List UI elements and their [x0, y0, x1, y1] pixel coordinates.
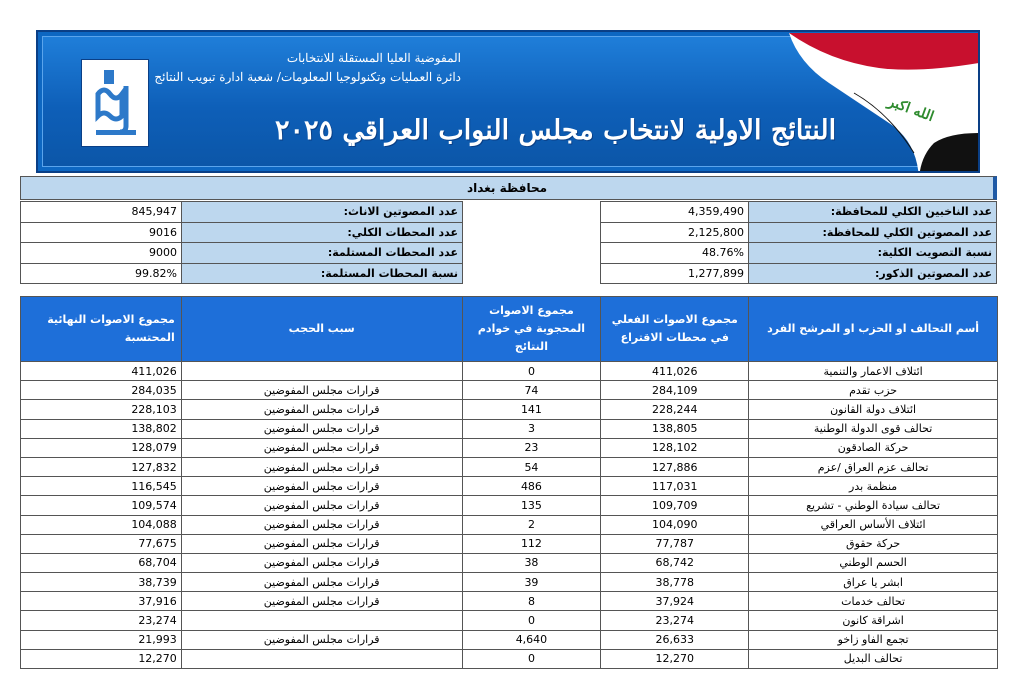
final-votes-cell: 104,088: [21, 515, 182, 534]
withheld-reason-cell: قرارات مجلس المفوضين: [181, 477, 462, 496]
stat-value: 1,277,899: [601, 263, 749, 284]
withheld-reason-cell: قرارات مجلس المفوضين: [181, 496, 462, 515]
withheld-reason-cell: قرارات مجلس المفوضين: [181, 630, 462, 649]
stat-row: [21, 202, 463, 223]
table-row: [21, 419, 998, 438]
withheld-votes-cell: 112: [462, 534, 601, 553]
withheld-reason-cell: قرارات مجلس المفوضين: [181, 573, 462, 592]
final-votes-cell: 128,079: [21, 438, 182, 457]
withheld-reason-cell: قرارات مجلس المفوضين: [181, 457, 462, 476]
final-votes-cell: 127,832: [21, 457, 182, 476]
actual-votes-cell: 37,924: [601, 592, 749, 611]
withheld-reason-cell: قرارات مجلس المفوضين: [181, 400, 462, 419]
withheld-reason-cell: [181, 362, 462, 381]
final-votes-cell: 228,103: [21, 400, 182, 419]
stat-value: 48.76%: [601, 243, 749, 264]
iraq-flag-icon: [769, 33, 979, 173]
actual-votes-cell: 68,742: [601, 553, 749, 572]
stat-row: [21, 222, 463, 243]
header-banner: [36, 30, 980, 173]
stat-value: 9016: [21, 222, 182, 243]
stat-row: [601, 222, 997, 243]
withheld-votes-cell: 23: [462, 438, 601, 457]
stat-value: 2,125,800: [601, 222, 749, 243]
withheld-reason-cell: قرارات مجلس المفوضين: [181, 534, 462, 553]
final-votes-cell: 21,993: [21, 630, 182, 649]
actual-votes-cell: 128,102: [601, 438, 749, 457]
withheld-votes-cell: 0: [462, 362, 601, 381]
withheld-votes-cell: 486: [462, 477, 601, 496]
withheld-votes-cell: 0: [462, 649, 601, 668]
withheld-votes-cell: 8: [462, 592, 601, 611]
final-votes-cell: 109,574: [21, 496, 182, 515]
actual-votes-cell: 12,270: [601, 649, 749, 668]
stat-value: 845,947: [21, 202, 182, 223]
column-header-actual-votes: مجموع الاصوات الفعلي في محطات الاقتراع: [601, 297, 749, 362]
party-name-cell: تحالف قوى الدولة الوطنية: [749, 419, 998, 438]
column-header-withheld-reason: سبب الحجب: [181, 297, 462, 362]
party-name-cell: ائتلاف الأساس العراقي: [749, 515, 998, 534]
stat-label: نسبة المحطات المستلمة:: [182, 263, 463, 284]
party-name-cell: تحالف خدمات: [749, 592, 998, 611]
party-name-cell: تحالف البديل: [749, 649, 998, 668]
stat-value: 99.82%: [21, 263, 182, 284]
final-votes-cell: 138,802: [21, 419, 182, 438]
table-row: [21, 400, 998, 419]
actual-votes-cell: 38,778: [601, 573, 749, 592]
final-votes-cell: 12,270: [21, 649, 182, 668]
withheld-votes-cell: 3: [462, 419, 601, 438]
party-name-cell: اشراقة كانون: [749, 611, 998, 630]
party-name-cell: الحسم الوطني: [749, 553, 998, 572]
results-table: [20, 296, 998, 669]
table-row: [21, 438, 998, 457]
stat-row: [601, 202, 997, 223]
actual-votes-cell: 228,244: [601, 400, 749, 419]
withheld-reason-cell: [181, 611, 462, 630]
actual-votes-cell: 284,109: [601, 381, 749, 400]
logo-emblem-icon: [86, 64, 146, 144]
results-body: [21, 362, 998, 669]
withheld-votes-cell: 4,640: [462, 630, 601, 649]
withheld-votes-cell: 2: [462, 515, 601, 534]
page-title: النتائج الاولية لانتخاب مجلس النواب العراقي ٢٠٢٥: [275, 115, 837, 146]
stat-row: [601, 243, 997, 264]
table-row: [21, 592, 998, 611]
final-votes-cell: 23,274: [21, 611, 182, 630]
withheld-votes-cell: 38: [462, 553, 601, 572]
party-name-cell: ابشر يا عراق: [749, 573, 998, 592]
withheld-votes-cell: 141: [462, 400, 601, 419]
party-name-cell: تحالف سيادة الوطني - تشريع: [749, 496, 998, 515]
actual-votes-cell: 138,805: [601, 419, 749, 438]
actual-votes-cell: 127,886: [601, 457, 749, 476]
actual-votes-cell: 77,787: [601, 534, 749, 553]
stat-label: عدد المحطات الكلي:: [182, 222, 463, 243]
results-header-row: [21, 297, 998, 362]
table-row: [21, 515, 998, 534]
stat-label: عدد المصوتين الاناث:: [182, 202, 463, 223]
stat-row: [21, 243, 463, 264]
stat-row: [21, 263, 463, 284]
actual-votes-cell: 411,026: [601, 362, 749, 381]
final-votes-cell: 68,704: [21, 553, 182, 572]
withheld-reason-cell: قرارات مجلس المفوضين: [181, 592, 462, 611]
org-name: المفوضية العليا المستقلة للانتخابات: [286, 51, 461, 65]
stat-value: 9000: [21, 243, 182, 264]
actual-votes-cell: 117,031: [601, 477, 749, 496]
party-name-cell: تجمع الفاو زاخو: [749, 630, 998, 649]
stat-label: عدد المصوتين الكلي للمحافظة:: [749, 222, 997, 243]
table-row: [21, 477, 998, 496]
withheld-reason-cell: قرارات مجلس المفوضين: [181, 419, 462, 438]
column-header-withheld-votes: مجموع الاصوات المحجوبة في خوادم النتائج: [462, 297, 601, 362]
table-row: [21, 362, 998, 381]
svg-text:الله اكبر: الله اكبر: [885, 93, 936, 126]
party-name-cell: منظمة بدر: [749, 477, 998, 496]
final-votes-cell: 284,035: [21, 381, 182, 400]
table-row: [21, 649, 998, 668]
table-row: [21, 553, 998, 572]
banner-panel: [42, 36, 974, 167]
actual-votes-cell: 26,633: [601, 630, 749, 649]
withheld-votes-cell: 54: [462, 457, 601, 476]
withheld-reason-cell: قرارات مجلس المفوضين: [181, 381, 462, 400]
withheld-reason-cell: قرارات مجلس المفوضين: [181, 438, 462, 457]
stat-label: عدد المصوتين الذكور:: [749, 263, 997, 284]
stat-value: 4,359,490: [601, 202, 749, 223]
withheld-reason-cell: [181, 649, 462, 668]
final-votes-cell: 411,026: [21, 362, 182, 381]
party-name-cell: تحالف عزم العراق /عزم: [749, 457, 998, 476]
final-votes-cell: 38,739: [21, 573, 182, 592]
table-row: [21, 573, 998, 592]
final-votes-cell: 116,545: [21, 477, 182, 496]
table-row: [21, 496, 998, 515]
withheld-votes-cell: 0: [462, 611, 601, 630]
actual-votes-cell: 23,274: [601, 611, 749, 630]
party-name-cell: ائتلاف الاعمار والتنمية: [749, 362, 998, 381]
stat-row: [601, 263, 997, 284]
party-name-cell: حركة الصادقون: [749, 438, 998, 457]
withheld-reason-cell: قرارات مجلس المفوضين: [181, 515, 462, 534]
stat-label: عدد الناخبين الكلي للمحافظة:: [749, 202, 997, 223]
party-name-cell: حركة حقوق: [749, 534, 998, 553]
actual-votes-cell: 109,709: [601, 496, 749, 515]
party-name-cell: حزب تقدم: [749, 381, 998, 400]
province-stats-left: [20, 201, 463, 284]
table-row: [21, 381, 998, 400]
table-row: [21, 534, 998, 553]
table-row: [21, 611, 998, 630]
withheld-votes-cell: 39: [462, 573, 601, 592]
province-title: محافظة بغداد: [20, 176, 997, 200]
final-votes-cell: 37,916: [21, 592, 182, 611]
column-header-final-votes: مجموع الاصوات النهائية المحتسبة: [21, 297, 182, 362]
commission-logo: [81, 59, 149, 147]
column-header-party-name: أسم التحالف او الحزب او المرشح الفرد: [749, 297, 998, 362]
table-row: [21, 630, 998, 649]
actual-votes-cell: 104,090: [601, 515, 749, 534]
final-votes-cell: 77,675: [21, 534, 182, 553]
province-stats-right: [600, 201, 997, 284]
org-department: دائرة العمليات وتكنولوجيا المعلومات/ شعبة ادارة تبويب النتائج: [154, 70, 461, 84]
withheld-reason-cell: قرارات مجلس المفوضين: [181, 553, 462, 572]
stat-label: عدد المحطات المستلمة:: [182, 243, 463, 264]
table-row: [21, 457, 998, 476]
withheld-votes-cell: 135: [462, 496, 601, 515]
withheld-votes-cell: 74: [462, 381, 601, 400]
stat-label: نسبة التصويت الكلية:: [749, 243, 997, 264]
party-name-cell: ائتلاف دولة القانون: [749, 400, 998, 419]
